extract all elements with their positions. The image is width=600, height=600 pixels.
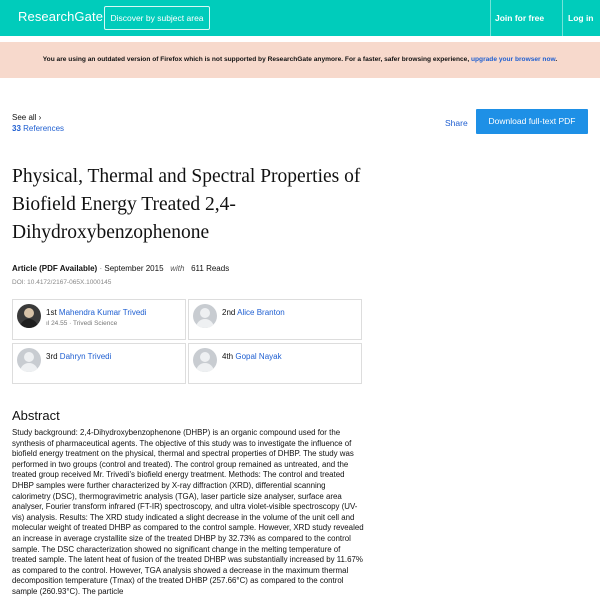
author-name-link[interactable]: Alice Branton [237,308,285,317]
publication-date: September 2015 [104,264,164,273]
author-order: 4th [222,352,234,361]
publication-type: Article (PDF Available) [12,264,98,273]
author-name-line [222,352,282,361]
author-avatar-placeholder[interactable] [193,304,217,328]
author-order: 2nd [222,308,236,317]
reads-count: 611 Reads [191,264,230,273]
meta-separator: · [99,264,103,273]
with-label: with [170,264,185,273]
researchgate-logo[interactable]: ResearchGate [18,9,104,24]
abstract-heading: Abstract [12,408,60,423]
author-name-line [46,352,111,361]
author-name-link[interactable]: Dahryn Trivedi [59,352,112,361]
author-order: 3rd [46,352,58,361]
author-name-link[interactable]: Mahendra Kumar Trivedi [58,308,147,317]
author-details: ıl 24.55 · Trivedi Science [46,320,118,327]
references-count: 33 [12,124,21,133]
upgrade-browser-link[interactable]: upgrade your browser now [470,56,556,63]
author-card[interactable] [12,299,186,340]
author-avatar-placeholder[interactable] [17,348,41,372]
publication-title: Physical, Thermal and Spectral Properties of Biofield Energy Treated 2,4-Dihydroxybenzophenone [12,166,361,243]
author-name-line [46,308,147,317]
discover-by-subject-button[interactable]: Discover by subject area [104,6,210,30]
author-order: 1st [46,308,57,317]
author-institution: Trivedi Science [73,320,118,327]
abstract-text: Study background: 2,4-Dihydroxybenzophenone (DHBP) is an organic compound used for the synthesis of pharmaceutical agents. The objective of this study was to investigate the influence of biofield energy treatment on the physical, thermal and spectral properties of DHBP. The study was performed in two groups (control and treated). The control group remained as untreated, and the treated group received Mr. Trivedi's biofield energy treatment. Methods: The control and treated DHBP samples were further characterized by X-ray diffraction (XRD), differential scanning calorimetry (DSC), thermogravimetric analysis (TGA), laser particle size analyser, surface area analyser, Fourier transform infrared (FT-IR) spectroscopy, and ultra violet-visible spectroscopy (UV-vis) analysis. Results: The XRD study indicated a slight decrease in the volume of the unit cell and molecular weight of treated DHBP as compared to the control sample. However, XRD study revealed an increase in average crystallite size of the treated DHBP by 32.73% as compared to the control sample. The DSC characterization showed no significant change in the melting temperature of treated sample. The latent heat of fusion of the treated DHBP was substantially increased by 11.67% as compared to the control. However, TGA analysis showed a decrease in the maximum thermal decomposition temperature (Tmax) of the treated DHBP (257.66°C) as compared to the control sample (260.93°C). The particle [12,428,364,596]
references-count-link[interactable] [12,124,64,133]
nav-divider [490,0,491,36]
download-full-text-button[interactable]: Download full-text PDF [476,109,588,134]
rg-score-icon: ıl [46,320,50,327]
outdated-browser-message: You are using an outdated version of Firefox which is not supported by ResearchGate anymore. For a faster, safer browsing experience, [42,56,471,63]
author-name-link[interactable]: Gopal Nayak [235,352,282,361]
publication-meta [12,264,229,273]
rg-score: 24.55 [51,320,68,327]
outdated-browser-banner [0,42,600,78]
banner-period: . [555,56,558,63]
nav-divider [562,0,563,36]
author-avatar[interactable] [17,304,41,328]
top-navigation-bar [0,0,600,36]
join-for-free-link[interactable]: Join for free [495,13,545,23]
see-all-references-link[interactable]: See all › [12,113,42,122]
publication-doi[interactable]: DOI: 10.4172/2167-065X.1000145 [12,279,112,286]
references-label: References [23,124,65,133]
author-avatar-placeholder[interactable] [193,348,217,372]
author-card[interactable] [188,343,362,384]
author-name-line [222,308,285,317]
log-in-link[interactable]: Log in [568,13,594,23]
share-link[interactable]: Share [445,118,468,128]
author-card[interactable] [12,343,186,384]
author-card[interactable] [188,299,362,340]
